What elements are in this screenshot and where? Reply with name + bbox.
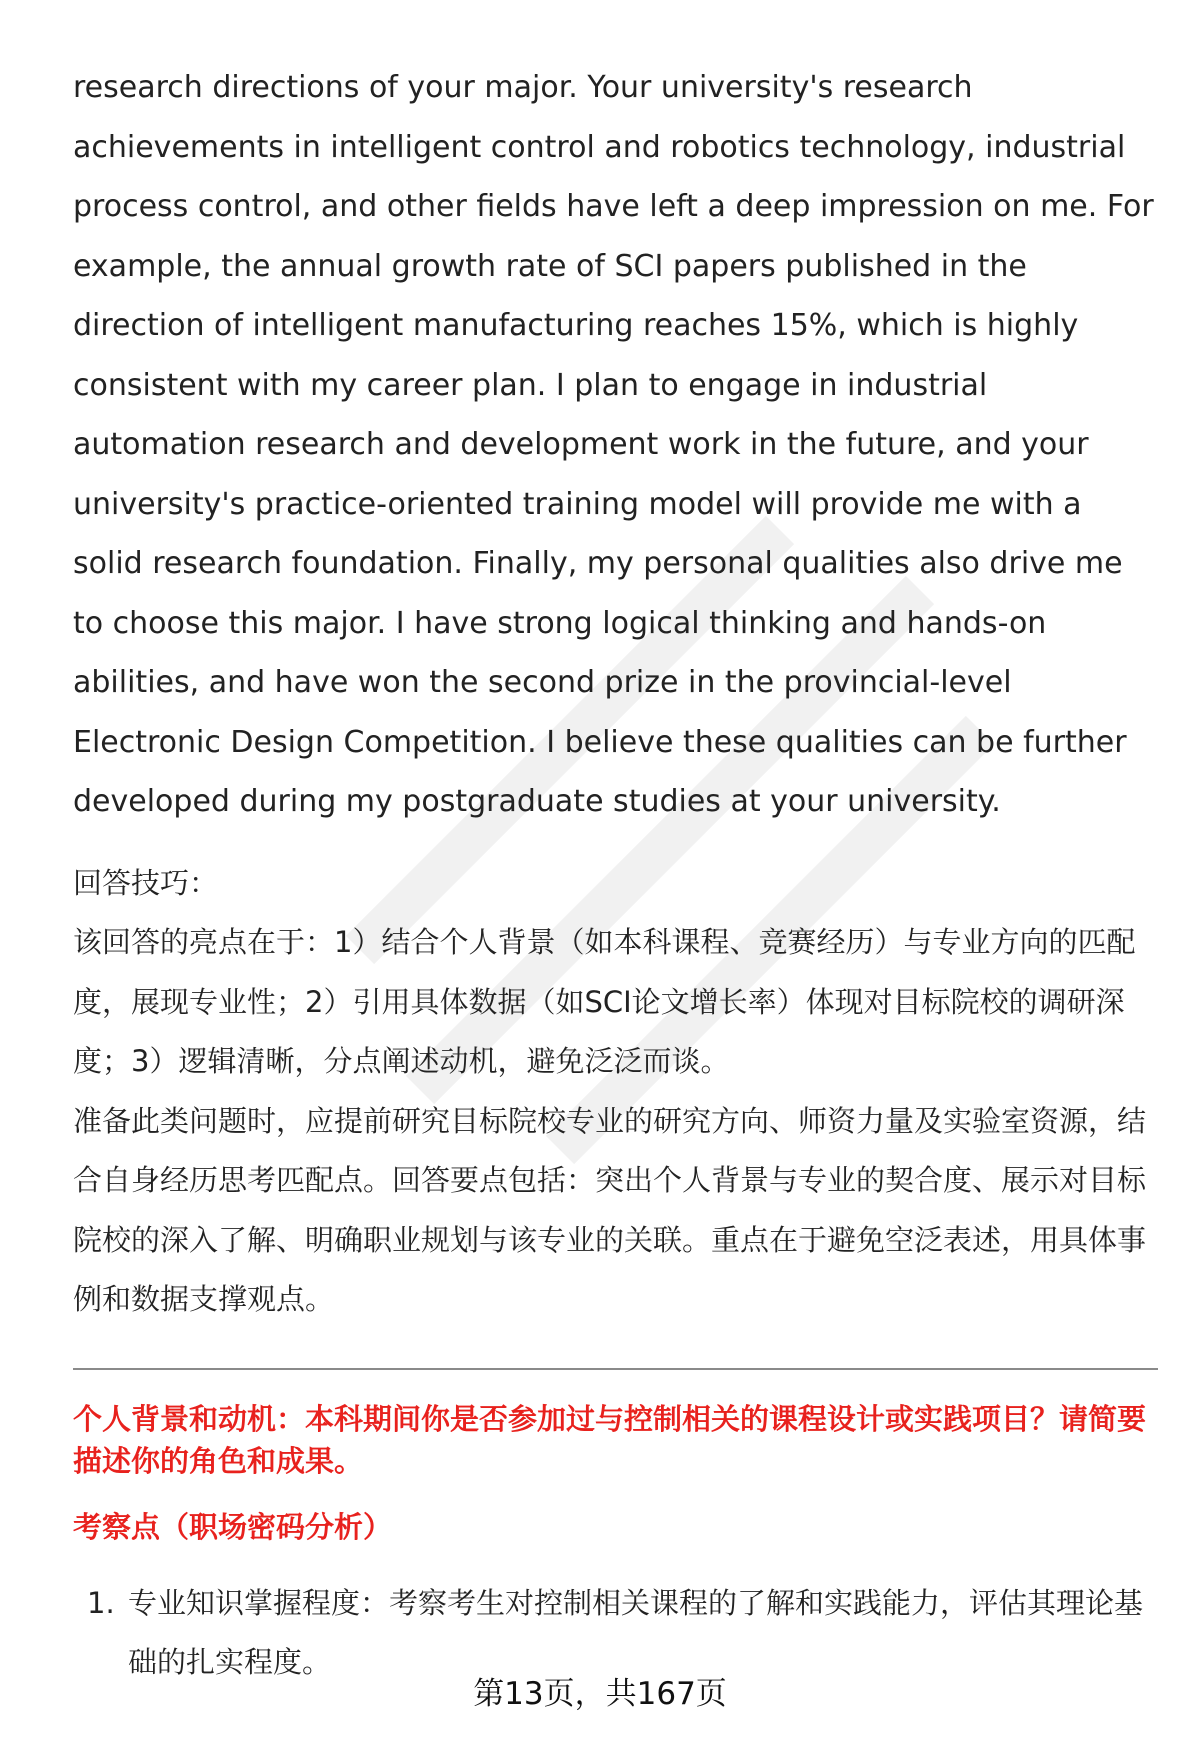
english-answer-paragraph: research directions of your major. Your university's research achievements in intelligent control and robotics technology, industrial process control, and other fields have left a deep impression on me. For example, the annual growth rate of SCI papers published in the direction of intelligent manufacturing reaches 15%, which is highly consistent with my career plan. I plan to engage in industrial automation research and development work in the future, and your university's practice-oriented training model will provide me with a solid research foundation. Finally, my personal qualities also drive me to choose this major. I have strong logical thinking and hands-on abilities, and have won the second prize in the provincial-level Electronic Design Competition. I believe these qualities can be further developed during my postgraduate studies at your university. — [73, 70, 1154, 819]
answer-tips-paragraph-1: 该回答的亮点在于：1）结合个人背景（如本科课程、竞赛经历）与专业方向的匹配度，展现专业性；2）引用具体数据（如SCI论文增长率）体现对目标院校的调研深度；3）逻辑清晰，分点阐述动机，避免泛泛而谈。 — [73, 925, 1136, 1078]
assessment-points-heading: 考察点（职场密码分析） — [73, 1509, 393, 1544]
document-page — [73, 58, 1158, 1693]
page-number-footer: 第13页，共167页 — [473, 1676, 727, 1712]
question-heading: 个人背景和动机：本科期间你是否参加过与控制相关的课程设计或实践项目？请简要描述你的角色和成果。 — [73, 1401, 1147, 1478]
section-divider — [73, 1368, 1158, 1370]
answer-tips-heading: 回答技巧： — [73, 865, 219, 900]
answer-tips-paragraph-2: 准备此类问题时，应提前研究目标院校专业的研究方向、师资力量及实验室资源，结合自身经历思考匹配点。回答要点包括：突出个人背景与专业的契合度、展示对目标院校的深入了解、明确职业规划与该专业的关联。重点在于避免空泛表述，用具体事例和数据支撑观点。 — [73, 1103, 1147, 1316]
list-item-number: 1. — [87, 1585, 115, 1620]
list-item-text: 专业知识掌握程度：考察考生对控制相关课程的了解和实践能力，评估其理论基础的扎实程度。 — [128, 1585, 1144, 1679]
